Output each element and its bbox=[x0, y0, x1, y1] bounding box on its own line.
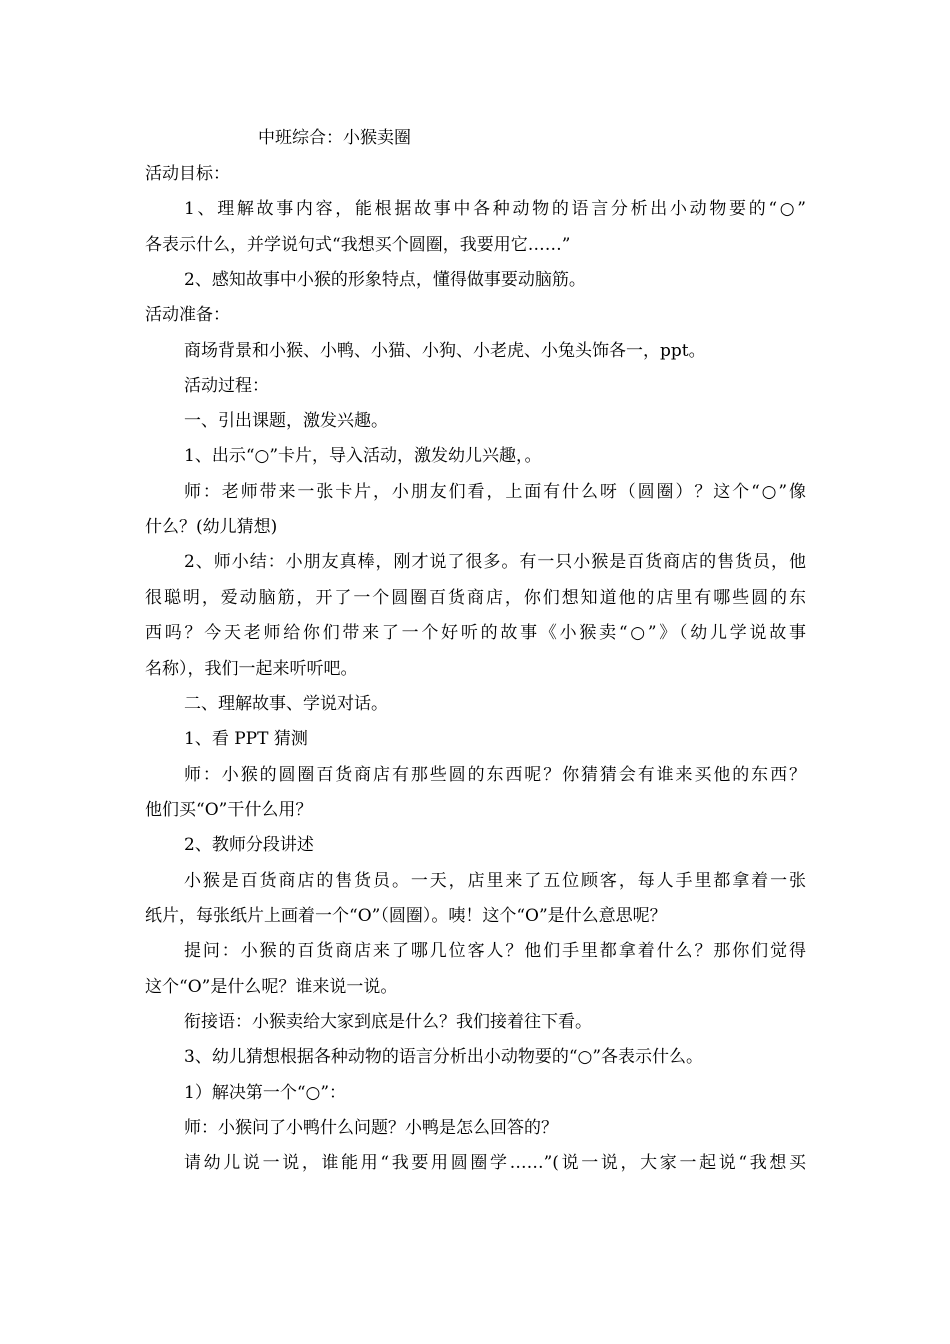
paragraph-line: 很聪明，爱动脑筋，开了一个圆圈百货商店，你们想知道他的店里有哪些圆的东 bbox=[145, 588, 806, 608]
paragraph-line: 1、出示“○”卡片，导入活动，激发幼儿兴趣，。 bbox=[184, 446, 542, 466]
paragraph-line: 2、感知故事中小猴的形象特点，懂得做事要动脑筋。 bbox=[184, 270, 586, 290]
paragraph-line: 1）解决第一个“○”： bbox=[184, 1083, 347, 1103]
paragraph-line: 什么？(幼儿猜想) bbox=[145, 517, 278, 537]
paragraph-line: 纸片，每张纸片上画着一个“O”（圆圈）。咦！这个“O”是什么意思呢？ bbox=[145, 906, 667, 926]
section-heading-process: 活动过程： bbox=[184, 376, 269, 396]
paragraph-line: 2、教师分段讲述 bbox=[184, 835, 314, 855]
section-heading-goals: 活动目标： bbox=[145, 164, 230, 184]
paragraph-line: 一、引出课题，激发兴趣。 bbox=[184, 411, 388, 431]
paragraph-line: 师：小猴的圆圈百货商店有那些圆的东西呢？你猜猜会有谁来买他的东西？ bbox=[184, 765, 806, 785]
paragraph-line: 西吗？今天老师给你们带来了一个好听的故事《小猴卖“○”》（幼儿学说故事 bbox=[145, 623, 806, 643]
paragraph-line: 提问：小猴的百货商店来了哪几位客人？他们手里都拿着什么？那你们觉得 bbox=[184, 941, 806, 961]
paragraph-line: 1、看 PPT 猜测 bbox=[184, 729, 308, 749]
document-title: 中班综合：小猴卖圈 bbox=[258, 128, 411, 148]
paragraph-line: 2、师小结：小朋友真棒，刚才说了很多。有一只小猴是百货商店的售货员，他 bbox=[184, 552, 806, 572]
paragraph-line: 请幼儿说一说，谁能用“我要用圆圈学……”(说一说，大家一起说“我想买 bbox=[184, 1153, 806, 1173]
paragraph-line: 师：小猴问了小鸭什么问题？小鸭是怎么回答的？ bbox=[184, 1118, 558, 1138]
paragraph-line: 他们买“O”干什么用？ bbox=[145, 800, 313, 820]
section-heading-preparation: 活动准备： bbox=[145, 305, 230, 325]
paragraph-line: 1、理解故事内容，能根据故事中各种动物的语言分析出小动物要的“○” bbox=[184, 199, 806, 219]
paragraph-line: 师：老师带来一张卡片，小朋友们看，上面有什么呀（圆圈）？这个“○”像 bbox=[184, 482, 806, 502]
paragraph-line: 小猴是百货商店的售货员。一天，店里来了五位顾客，每人手里都拿着一张 bbox=[184, 871, 806, 891]
paragraph-line: 二、理解故事、学说对话。 bbox=[184, 694, 388, 714]
paragraph-line: 衔接语：小猴卖给大家到底是什么？我们接着往下看。 bbox=[184, 1012, 592, 1032]
paragraph-line: 商场背景和小猴、小鸭、小猫、小狗、小老虎、小兔头饰各一，ppt。 bbox=[184, 341, 706, 361]
paragraph-line: 名称），我们一起来听听吧。 bbox=[145, 659, 358, 679]
paragraph-line: 3、幼儿猜想根据各种动物的语言分析出小动物要的“○”各表示什么。 bbox=[184, 1047, 704, 1067]
paragraph-line: 这个“O”是什么呢？谁来说一说。 bbox=[145, 977, 398, 997]
paragraph-line: 各表示什么，并学说句式“我想买个圆圈，我要用它……” bbox=[145, 235, 571, 255]
